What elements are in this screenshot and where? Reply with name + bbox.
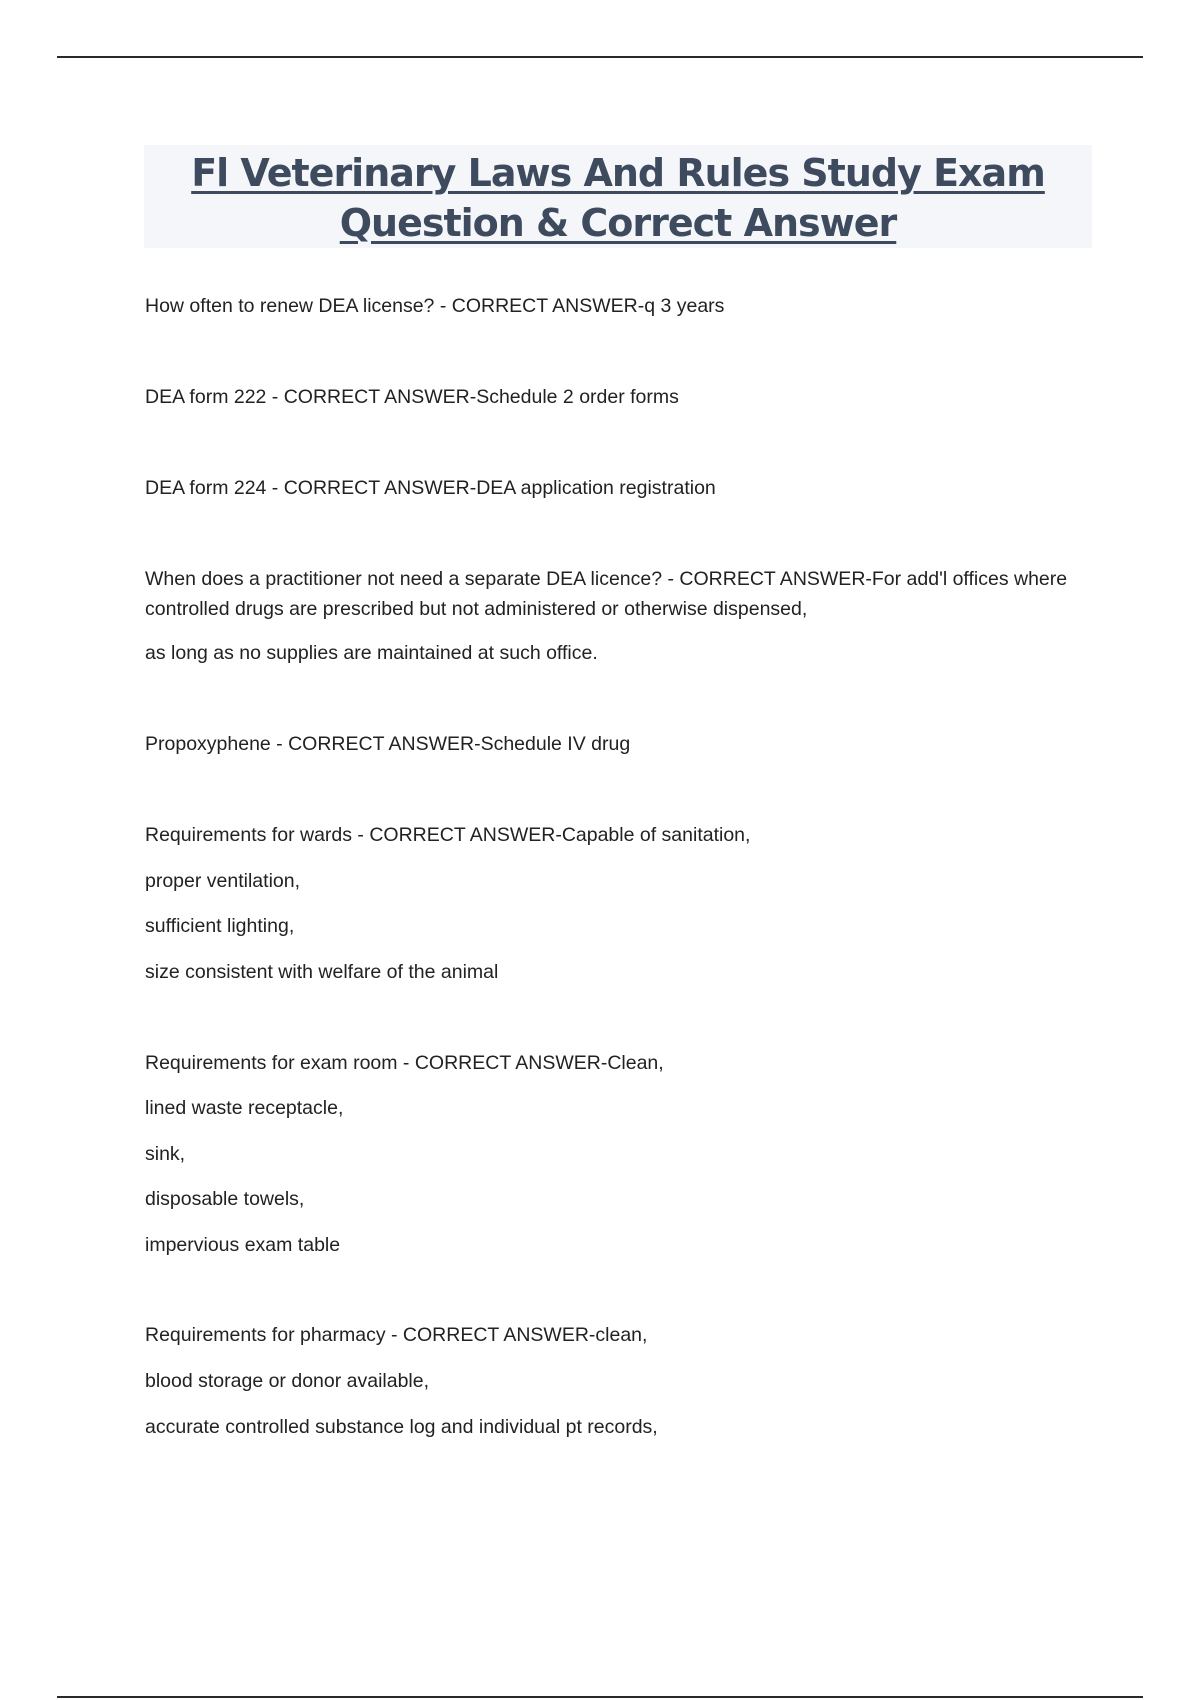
qa-line: sink, — [145, 1143, 186, 1165]
qa-line: Propoxyphene - CORRECT ANSWER-Schedule IV drug — [145, 733, 631, 755]
qa-line: DEA form 222 - CORRECT ANSWER-Schedule 2 order forms — [145, 386, 679, 408]
qa-line: Requirements for exam room - CORRECT ANSWER-Clean, — [145, 1052, 664, 1074]
qa-line: How often to renew DEA license? - CORRECT ANSWER-q 3 years — [145, 295, 725, 317]
qa-line: sufficient lighting, — [145, 915, 295, 937]
qa-line: lined waste receptacle, — [145, 1097, 344, 1119]
title-line-2: Question & Correct Answer — [339, 201, 897, 245]
top-rule — [57, 56, 1143, 58]
qa-line: When does a practitioner not need a separate DEA licence? - CORRECT ANSWER-For add'l offices where controlled drugs are prescribed but not administered or otherwise dispensed, — [145, 568, 1068, 620]
document-title — [144, 145, 1092, 248]
qa-line: Requirements for pharmacy - CORRECT ANSWER-clean, — [145, 1324, 648, 1346]
title-line-1: Fl Veterinary Laws And Rules Study Exam — [191, 151, 1045, 195]
qa-line: disposable towels, — [145, 1188, 305, 1210]
qa-line: as long as no supplies are maintained at such office. — [145, 642, 598, 664]
bottom-rule — [57, 1696, 1143, 1698]
qa-line: accurate controlled substance log and individual pt records, — [145, 1416, 658, 1438]
qa-line: proper ventilation, — [145, 870, 301, 892]
qa-line: DEA form 224 - CORRECT ANSWER-DEA application registration — [145, 477, 716, 499]
qa-line: blood storage or donor available, — [145, 1370, 430, 1392]
qa-line: size consistent with welfare of the animal — [145, 961, 499, 983]
qa-line: Requirements for wards - CORRECT ANSWER-Capable of sanitation, — [145, 824, 751, 846]
qa-line: impervious exam table — [145, 1234, 341, 1256]
